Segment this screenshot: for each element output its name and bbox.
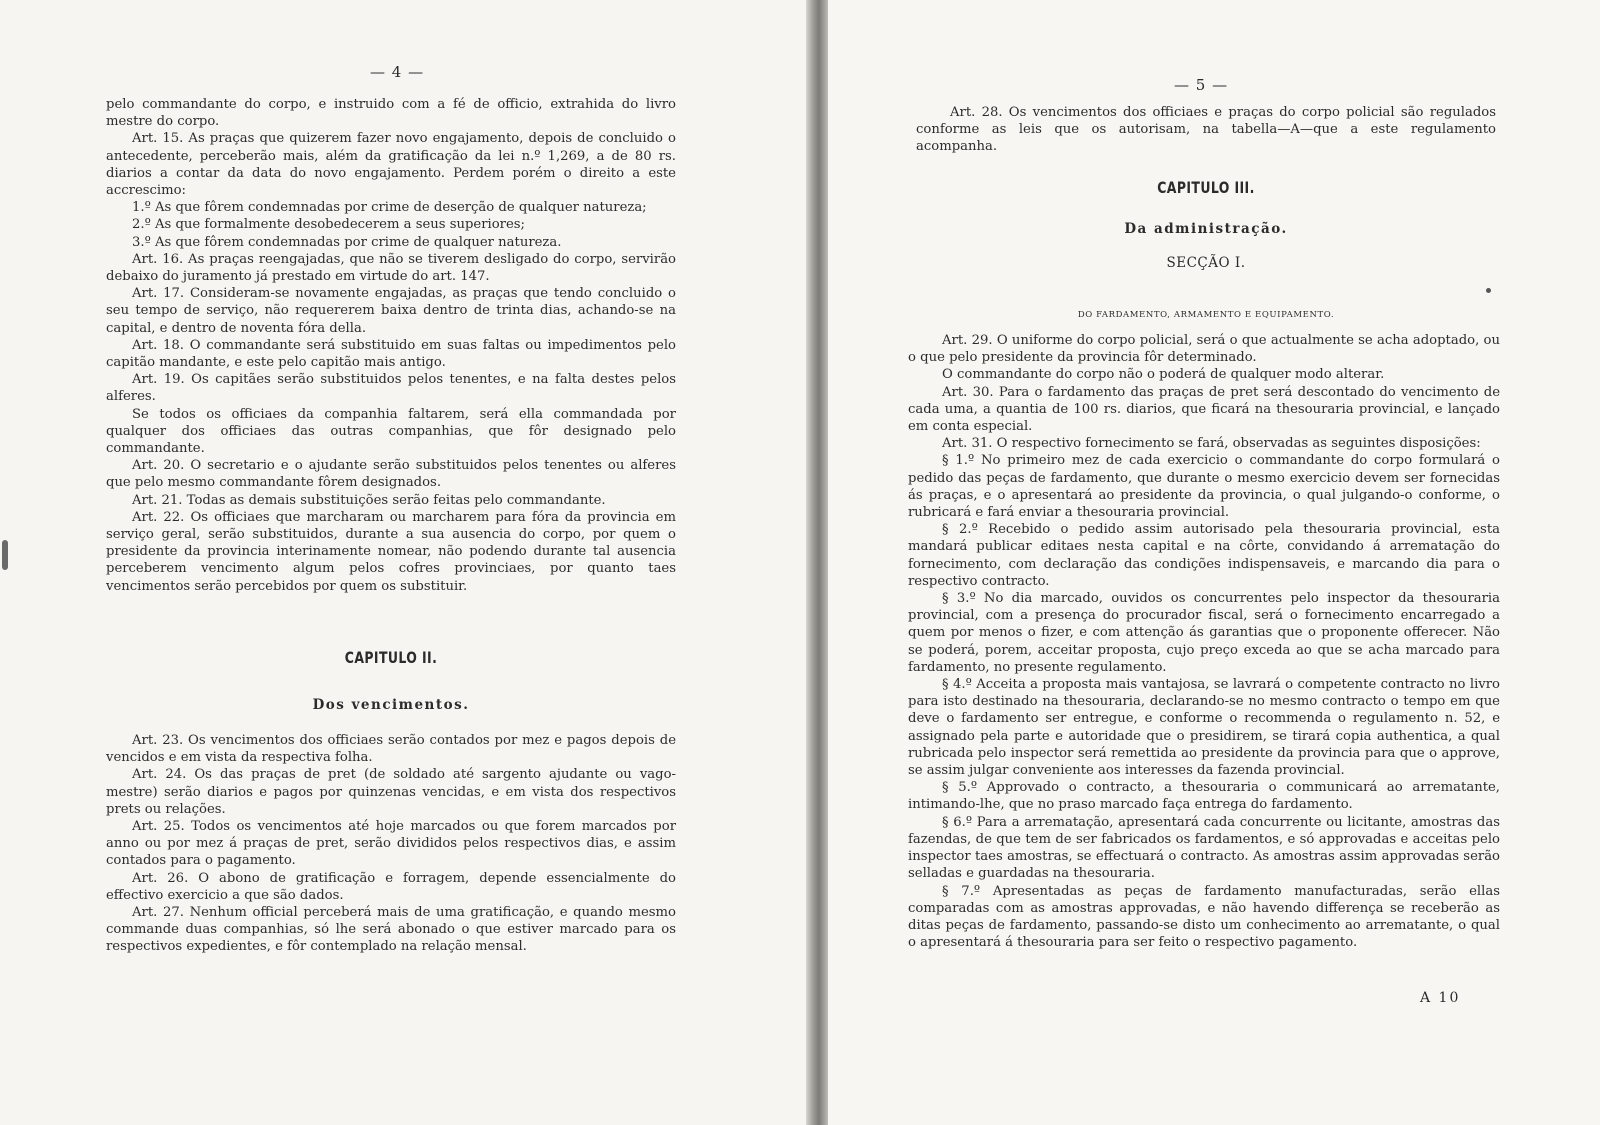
right-body bbox=[916, 104, 1496, 156]
ink-spot bbox=[2, 540, 8, 570]
chapter-heading bbox=[916, 178, 1496, 197]
list-item: 3.º As que fôrem condemnadas por crime de qualquer natureza. bbox=[132, 234, 562, 250]
ink-spot bbox=[1486, 288, 1491, 293]
article-20: Art. 20. O secretario e o ajudante serão substituidos pelos tenentes ou alferes que pelo mesmo commandante fôrem designados. bbox=[106, 458, 676, 491]
section-subtitle: DO FARDAMENTO, ARMAMENTO E EQUIPAMENTO. bbox=[1077, 310, 1335, 320]
signature-mark: A 10 bbox=[1420, 990, 1461, 1006]
chapter-subtitle: Dos vencimentos. bbox=[312, 697, 470, 713]
right-page bbox=[828, 0, 1600, 1125]
left-body bbox=[106, 96, 676, 595]
chapter-title: CAPITULO III. bbox=[1157, 178, 1255, 197]
section-subtitle-wrap bbox=[916, 302, 1496, 321]
chapter-subtitle: Da administração. bbox=[1124, 221, 1288, 237]
article-31: Art. 31. O respectivo fornecimento se fará, observadas as seguintes disposições: bbox=[942, 436, 1481, 452]
article-17: Art. 17. Consideram-se novamente engajadas, as praças que tendo concluido o seu tempo de serviço, não requererem baixa dentro de trinta dias, achando-se na capital, e dentro de noventa fóra della. bbox=[106, 286, 676, 336]
section-paragraph-4: § 4.º Acceita a proposta mais vantajosa, se lavrará o competente contracto no livro para isto destinado na thesouraria, declarando-se no mesmo contracto o tempo em que deve o fardamento ser entregue, e conforme o recommenda o regulamento n. 52, e assignado pela parte e autoridade que o presidirem, se tirará copia authentica, a qual rubricada pelo inspector será remettida ao presidente da provincia para que o approve, se assim julgar conveniente aos interesses da fazenda provincial. bbox=[908, 677, 1500, 779]
article-21: Art. 21. Todas as demais substituições serão feitas pelo commandante. bbox=[132, 492, 606, 508]
section-paragraph-6: § 6.º Para a arrematação, apresentará cada concurrente ou licitante, amostras das fazendas, de que tem de ser fabricados os fardamentos, e só approvadas e acceitas pelo inspector taes amostras, se effectuará o contracto. As amostras assim approvadas serão selladas e guardadas na thesouraria. bbox=[908, 814, 1500, 882]
article-23: Art. 23. Os vencimentos dos officiaes serão contados por mez e pagos depois de vencidos e em vista da respectiva folha. bbox=[106, 733, 676, 766]
section-paragraph-7: § 7.º Apresentadas as peças de fardamento manufacturadas, serão ellas comparadas com as amostras approvadas, e não havendo differença se receberão as ditas peças de fardamento, passando-se disto um conhecimento ao arrematante, o qual o apresentará á thesouraria para ser feito o respectivo pagamento. bbox=[908, 883, 1500, 951]
section-paragraph-1: § 1.º No primeiro mez de cada exercicio o commandante do corpo formulará o pedido das peças de fardamento, que durante o mesmo exercicio devem ser fornecidas ás praças, e o apresentará ao presidente da provincia, o qual julgando-o conforme, o rubricará e fará enviar a thesouraria provincial. bbox=[908, 453, 1500, 521]
article-22: Art. 22. Os officiaes que marcharam ou marcharem para fóra da provincia em serviço geral, serão substituidos, durante a sua ausencia do corpo, por quem o presidente da provincia interinamente nomear, não podendo durante tal ausencia perceberem vencimento algum pelos cofres provinciaes, por quanto taes vencimentos serão percebidos por quem os substituir. bbox=[106, 509, 676, 594]
article-26: Art. 26. O abono de gratificação e forragem, depende essencialmente do effectivo exercicio a que são dados. bbox=[106, 870, 676, 903]
left-body-2 bbox=[106, 732, 676, 956]
section-title: SECÇÃO I. bbox=[1166, 255, 1246, 271]
article-25: Art. 25. Todos os vencimentos até hoje marcados ou que forem marcados por anno ou por mez á praças de pret, serão divididos pelos respectivos dias, e assim contados para o pagamento. bbox=[106, 819, 676, 869]
article-16: Art. 16. As praças reengajadas, que não se tiverem desligado do corpo, servirão debaixo do juramento já prestado em virtude do art. 147. bbox=[106, 251, 676, 285]
article-30: Art. 30. Para o fardamento das praças de pret será descontado do vencimento de cada uma, a quantia de 100 rs. diarios, que ficará na thesouraria provincial, e lançado em conta especial. bbox=[908, 384, 1500, 435]
article-24: Art. 24. Os das praças de pret (de soldado até sargento ajudante ou vago-mestre) serão diarios e pagos por quinzenas vencidas, e em vista dos respectivos prets ou relações. bbox=[106, 767, 676, 817]
article-19: Art. 19. Os capitães serão substituidos pelos tenentes, e na falta destes pelos alferes. bbox=[106, 372, 676, 405]
article-29: Art. 29. O uniforme do corpo policial, será o que actualmente se acha adoptado, ou o que pelo presidente da provincia fôr determinado. bbox=[908, 333, 1500, 366]
section-paragraph-5: § 5.º Approvado o contracto, a thesouraria o communicará ao arrematante, intimando-lhe, que no praso marcado faça entrega do fardamento. bbox=[908, 780, 1500, 813]
article-18: Art. 18. O commandante será substituido em suas faltas ou impedimentos pelo capitão mandante, e este pelo capitão mais antigo. bbox=[106, 337, 676, 371]
chapter-subtitle-wrap bbox=[106, 694, 676, 713]
chapter-title: CAPITULO II. bbox=[344, 648, 438, 667]
list-item: 2.º As que formalmente desobedecerem a seus superiores; bbox=[132, 217, 526, 233]
list-item: 1.º As que fôrem condemnadas por crime de deserção de qualquer natureza; bbox=[132, 200, 647, 216]
page-number: — 5 — bbox=[1174, 76, 1229, 94]
article-15: Art. 15. As praças que quizerem fazer novo engajamento, depois de concluido o antecedente, perceberão mais, além da gratificação da lei n.º 1,269, a de 80 rs. diarios a contar da data do novo engajamento. Perdem porém o direito a este accrescimo: bbox=[106, 131, 676, 199]
section-paragraph-3: § 3.º No dia marcado, ouvidos os concurrentes pelo inspector da thesouraria provincial, com a presença do procurador fiscal, será o fornecimento encarregado a quem por menos o fizer, e com attenção ás garantias que o proponente offerecer. Não se poderá, porem, acceitar proposta, cujo preço exceda ao que se acha marcado para fardamento, no presente regulamento. bbox=[908, 591, 1500, 675]
article-28: Art. 28. Os vencimentos dos officiaes e praças do corpo policial são regulados conforme as leis que os autorisam, na tabella—A—que a este regulamento acompanha. bbox=[916, 105, 1496, 155]
chapter-heading bbox=[106, 648, 676, 667]
article-27: Art. 27. Nenhum official perceberá mais de uma gratificação, e quando mesmo commande duas companhias, só lhe será abonado o que estiver marcado para os respectivos expedientes, e fôr contemplado na relação mensal. bbox=[106, 905, 676, 955]
paragraph: pelo commandante do corpo, e instruido com a fé de officio, extrahida do livro mestre do corpo. bbox=[106, 97, 676, 130]
right-body-2 bbox=[908, 332, 1500, 951]
section-paragraph-2: § 2.º Recebido o pedido assim autorisado pela thesouraria provincial, esta mandará publicar editaes nesta capital e na côrte, convidando á arrematação do fornecimento, com declaração das condições indispensaveis, e marcando dia para o respectivo contracto. bbox=[908, 522, 1500, 589]
chapter-subtitle-wrap bbox=[916, 218, 1496, 237]
paragraph: Se todos os officiaes da companhia faltarem, será ella commandada por qualquer dos officiaes das outras companhias, que fôr designado pelo commandante. bbox=[106, 406, 676, 457]
paragraph: O commandante do corpo não o poderá de qualquer modo alterar. bbox=[942, 367, 1385, 383]
page-number: — 4 — bbox=[370, 63, 425, 81]
